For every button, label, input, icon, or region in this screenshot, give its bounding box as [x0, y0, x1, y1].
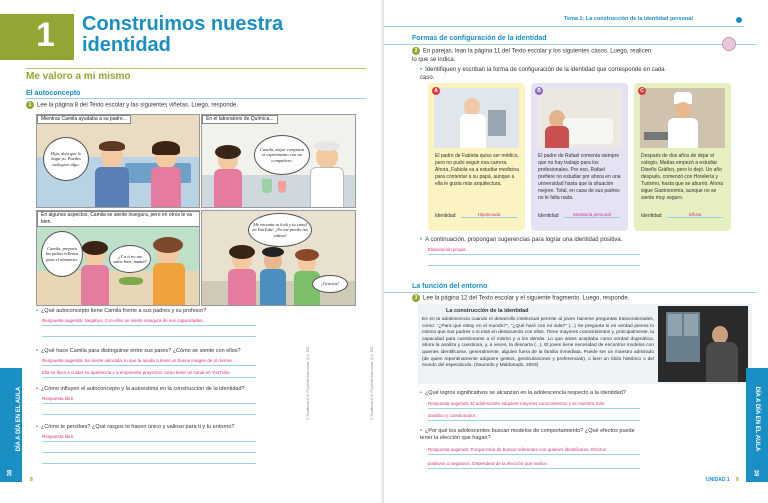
divider — [384, 26, 744, 27]
side-page-number: 38 — [7, 469, 14, 477]
divider — [26, 98, 366, 99]
speech-bubble: Camila, prepara las palias rellenas para el almuerzo. — [41, 231, 83, 277]
case-card-a — [428, 83, 525, 231]
speech-bubble: Hija, deja que lo haga yo. Puedes malograr algo. — [43, 137, 89, 181]
case-tag: A — [432, 87, 440, 95]
step-badge: 3 — [412, 294, 420, 302]
answer-5b: analítico y cuestionador. — [428, 413, 477, 418]
bullet-1: • Identifiquen y escriban la forma de configuración de la identidad que corresponde en cada caso. — [420, 67, 665, 81]
answer-3: Respuesta libre. — [42, 396, 75, 401]
step-badge: 1 — [26, 101, 34, 109]
answer-line — [428, 408, 640, 409]
question-4: • ¿Cómo te percibes? ¿Qué rasgos te hacen único y valioso para ti y tu entorno? — [36, 424, 235, 430]
question-2: • ¿Qué hace Camila para distinguirse entre sus pares? ¿Cómo se siente con ellos? — [36, 348, 241, 354]
theme-header: Tema 1: La construcción de la identidad personal — [564, 16, 693, 22]
instruction-text: En parejas, lean la página 11 del Texto escolar y los siguientes casos. Luego, realicen lo que se indica. — [412, 48, 652, 63]
case-photo — [434, 88, 519, 148]
divider — [26, 68, 366, 69]
answer-line — [42, 377, 256, 378]
case-tag: C — [638, 87, 646, 95]
answer-line — [42, 441, 256, 442]
divider — [384, 44, 756, 45]
answer-line — [42, 414, 256, 415]
reading-title: La construcción de la identidad — [446, 308, 529, 314]
subsection-title: El autoconcepto — [26, 90, 81, 97]
copyright-note: © Santillana S.A. Prohibido fotocopiar. D.L. 822 — [306, 346, 310, 420]
group-work-icon — [722, 37, 736, 51]
answer-line — [42, 365, 256, 366]
speech-bubble: ¡Gracias! — [312, 275, 348, 293]
answer-5: Respuesta sugerida: El adolescente adquiere mayores conocimientos y se muestra más — [428, 401, 605, 406]
case-tag: B — [535, 87, 543, 95]
theme-dot-icon — [736, 17, 742, 23]
speech-bubble: Me encanta tu look y tu canal en YouTube. ¡No me pierdo tus videos! — [248, 213, 312, 247]
comic-panel-1 — [36, 114, 200, 208]
case-photo — [640, 88, 725, 148]
side-page-number: 39 — [752, 469, 759, 477]
answer-2b: Ella se lleva a cuidar su apariencia y a emprender proyectos como tener un canal en YouTube. — [42, 370, 231, 375]
answer-line — [428, 254, 640, 255]
comic-panel-4 — [201, 210, 356, 306]
identity-field: Identidad Difusa — [641, 213, 725, 219]
speech-bubble: Camila, mejor comparta el experimento con un compañero. — [254, 135, 310, 175]
comic-panel-3 — [36, 210, 200, 306]
side-tab-label: DÍA A DÍA EN EL AULA — [16, 386, 22, 452]
step-badge: 2 — [412, 47, 420, 55]
answer-line — [428, 265, 640, 266]
section-title: Formas de configuración de la identidad — [412, 35, 547, 42]
answer-line — [428, 468, 640, 469]
answer-1: Respuesta sugerida: Negativo. Con ellos se siente insegura de sus capacidades. — [42, 318, 204, 323]
comic-strip — [36, 114, 356, 306]
question-6: • ¿Por qué los adolescentes buscan modelos de comportamiento? ¿Qué efectos puede tener la elección que hagan? — [420, 428, 635, 441]
instruction-3 — [412, 294, 732, 303]
case-card-b — [531, 83, 628, 231]
answer-line — [428, 454, 640, 455]
bullet-2: • A continuación, propongan sugerencias para lograr una identidad positiva. — [420, 237, 623, 243]
question-3: • ¿Cómo influyen el autoconcepto y la autoestima en la construcción de la identidad? — [36, 386, 245, 392]
comic-caption: En algunos aspectos, Camila se siente insegura, pero en otros le va bien. — [37, 211, 200, 227]
answer-6: Respuesta sugerida: Porque traía de buscar referentes con quienes identificarse. Efectos — [428, 447, 607, 452]
section-title: La función del entorno — [412, 283, 488, 290]
footer-unit: UNIDAD 1 — [706, 477, 730, 483]
instruction-text: Lee la página 12 del Texto escolar y el siguiente fragmento. Luego, responde. — [423, 295, 630, 302]
comic-panel-2 — [201, 114, 356, 208]
case-text: El padre de Rafael comenta siempre que no hay trabajo para los profesionales. Por eso, Rafael prefiere no estudiar por ahora en una universidad hasta que la situación mejore. Total, en casa de sus padres no le falta nada. — [538, 153, 621, 201]
divider — [384, 292, 756, 293]
identity-field: Identidad Moratoria personal — [538, 213, 622, 219]
case-card-c — [634, 83, 731, 231]
answer-line — [42, 336, 256, 337]
answer-2: Respuesta sugerida: Se siente valorada, lo que la ayuda a tener un buena imagen de sí misma. — [42, 358, 233, 363]
unit-title: Construimos nuestra identidad — [82, 13, 284, 56]
comic-caption: Mientras Camila ayudaba a su padre... — [37, 115, 131, 124]
page-number: 9 — [736, 477, 739, 483]
answer-line — [428, 420, 640, 421]
question-5: • ¿Qué logros significativos se alcanzan en la adolescencia respecto a la identidad? — [420, 390, 626, 396]
answer-line — [42, 325, 256, 326]
case-text: El padre de Fabiola quiso ser médico, pero no pudo seguir esa carrera. Ahora, Fabiola va a estudiar medicina para contentar a su papá, aunque a ella le gusta más arquitectura. — [435, 153, 519, 187]
instruction-1 — [26, 101, 356, 110]
copyright-note: © Santillana S.A. Prohibido fotocopiar. D.L. 822 — [370, 346, 374, 420]
answer-suggestion: Elaboración propia. — [428, 247, 467, 252]
instruction-2 — [412, 47, 652, 64]
comic-caption: En el laboratorio de Química... — [202, 115, 278, 124]
answer-6b: positivos o negativos. Dependerá de la elección que realice. — [428, 461, 548, 466]
case-photo — [537, 88, 622, 148]
reading-photo — [658, 306, 748, 382]
answer-line — [42, 452, 256, 453]
answer-line — [42, 463, 256, 464]
side-tab-label: DÍA A DÍA EN EL AULA — [754, 386, 760, 452]
reading-text: Es en la adolescencia cuando el desarrollo intelectual permite al joven hacerse preguntas trascendentales, como: "¿Para qué estoy en el mundo?", "¿Qué haré con mi vida?" (...) Se pregunta si en verdad piensa lo mismo que sus padres o si está en desacuerdo con ellos. Tiene mayores conocimientos y, principalmente, la capacidad para cuestionarse a sí mismo y a los demás. Lo que antes aceptaba como verdad dogmática, ahora la analiza y cuestiona, y, a veces, la descarta (...). El joven tiene necesidad de encontrar modelos con quienes identificarse, generalmente, alguien fuera de la familia inmediata. Puede ser un maestro admirado (de quien repentinamente adquiere gestos, gesticulaciones y preferencias), o bien un ídolo histórico o del mundo del espectáculo. (Saucedo y Maldonado, 2003) — [422, 317, 654, 369]
unit-number: 1 — [36, 16, 55, 54]
page-number: 8 — [30, 477, 33, 483]
instruction-text: Lee la página 8 del Texto escolar y las siguientes viñetas. Luego, responde. — [37, 102, 239, 109]
right-page — [384, 0, 768, 503]
case-text: Después de dos años de dejar el colegio, Matías empezó a estudiar Diseño Gráfico, pero lo dejó. Un año después, comenzó con Hotelería y Turismo, hasta que se aburrió. Ahora sigue Gastronomía, aunque no se siente muy seguro. — [641, 153, 724, 201]
answer-4: Respuesta libre. — [42, 434, 75, 439]
section-title: Me valoro a mi mismo — [26, 71, 131, 82]
answer-line — [42, 403, 256, 404]
identity-field: Identidad Hipotecada — [435, 213, 519, 219]
speech-bubble: ¿Y a ti no me salen bien, mamá? — [109, 245, 151, 273]
question-1: • ¿Qué autoconcepto tiene Camila frente a sus padres y su profesor? — [36, 308, 207, 314]
